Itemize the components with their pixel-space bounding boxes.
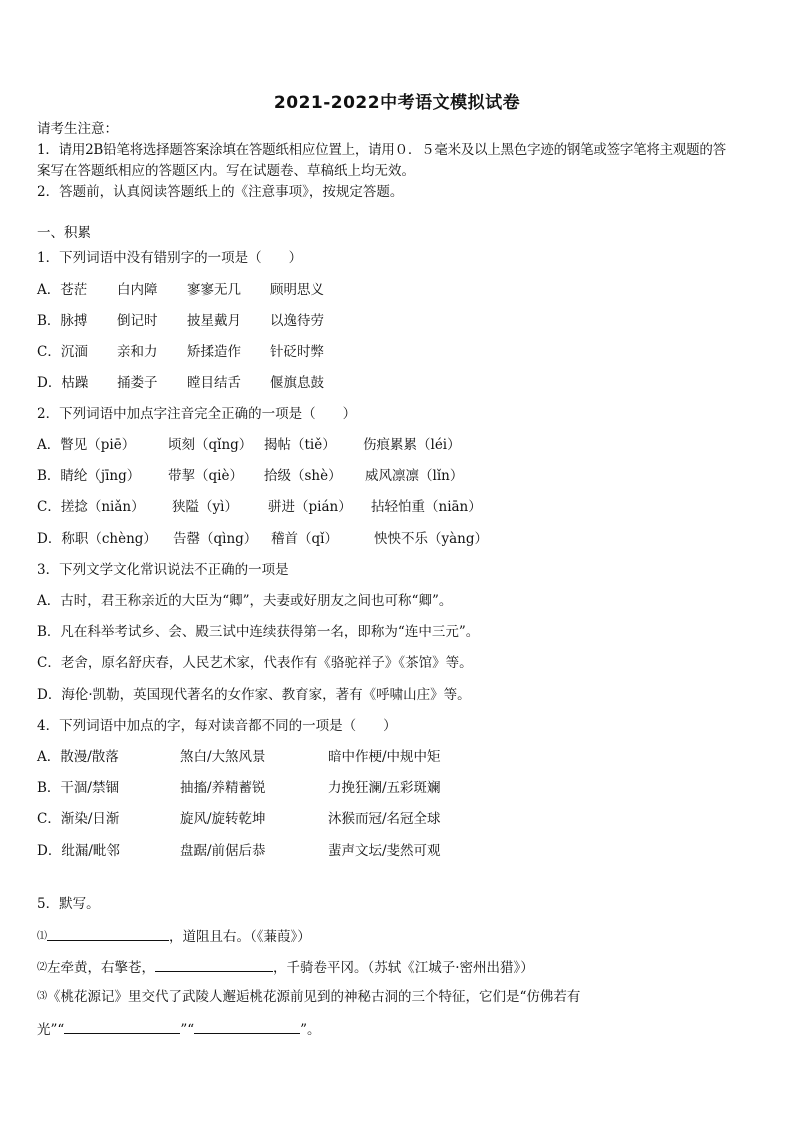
part-text: ”“ [180,1022,195,1038]
part-text: ，千骑卷平冈。（苏轼《江城子·密州出猎》） [273,960,534,976]
option-word: A．散漫/散落 [37,749,119,765]
notice-line-1b: 案写在答题纸相应的答题区内。写在试题卷、草稿纸上均无效。 [37,163,415,179]
notice-line-1a: 1．请用2B铅笔将选择题答案涂填在答题纸相应位置上，请用０．５毫米及以上黑色字迹的钢笔或签字笔将主观题的答 [37,142,726,158]
option-word: 倒记时 [117,313,158,329]
q3-option-b: B．凡在科举考试乡、会、殿三试中连续获得第一名，即称为“连中三元”。 [37,624,480,640]
option-word: 狭隘（yì） [172,499,238,515]
option-word: 暗中作梗/中规中矩 [328,749,441,765]
question-5-stem: 5．默写。 [37,896,100,912]
part-number: ⑵ [37,962,47,973]
option-word: 针砭时弊 [270,344,324,360]
q4-option-a [37,748,757,766]
option-word: A．苍茫 [37,282,88,298]
option-word: 寥寥无几 [187,282,241,298]
option-word: B．脉搏 [37,313,88,329]
question-4-stem: 4．下列词语中加点的字，每对读音都不同的一项是（ ） [37,718,397,734]
section-heading: 一、积累 [37,225,91,241]
answer-blank-4[interactable] [194,1019,300,1034]
part-text: 左牵黄，右擎苍， [47,960,155,976]
q1-option-c [37,343,757,361]
notice-line-2: 2．答题前，认真阅读答题纸上的《注意事项》，按规定答题。 [37,184,404,200]
option-word: 蜚声文坛/斐然可观 [328,843,441,859]
option-word: 怏怏不乐（yàng） [374,531,489,547]
q5-part-1 [37,926,311,946]
option-word: 揭帖（tiě） [264,437,336,453]
option-word: D．枯躁 [37,375,89,391]
notice-heading: 请考生注意： [37,121,118,137]
option-word: 捅娄子 [117,375,158,391]
q1-option-b [37,312,757,330]
option-word: 顷刻（qǐng） [168,437,253,453]
option-word: C．渐染/日渐 [37,811,120,827]
q2-option-a [37,436,757,454]
option-word: D．称职（chèng） [37,531,157,547]
option-word: 抽搐/养精蓄锐 [180,780,266,796]
q2-option-b [37,467,757,485]
option-word: D．纰漏/毗邻 [37,843,120,859]
answer-blank-1[interactable] [47,926,169,941]
option-word: 白内障 [117,282,158,298]
q2-option-c [37,498,757,516]
option-word: B．干涸/禁锢 [37,780,119,796]
q4-option-c [37,810,757,828]
option-word: 偃旗息鼓 [270,375,324,391]
option-word: 骈进（pián） [268,499,352,515]
q5-part-3-line-2 [37,1019,321,1039]
q2-option-d [37,530,757,548]
page-title: 2021-2022中考语文模拟试卷 [273,93,521,113]
option-word: 亲和力 [117,344,158,360]
part-number: ⑴ [37,931,47,942]
option-word: 稽首（qǐ） [271,531,338,547]
option-word: 顾明思义 [270,282,324,298]
option-word: C．沉湎 [37,344,88,360]
option-word: 沐猴而冠/名冠全球 [328,811,441,827]
answer-blank-2[interactable] [155,957,273,972]
part-text: ，道阻且右。（《蒹葭》） [169,929,311,945]
option-word: 盘踞/前倨后恭 [180,843,266,859]
answer-blank-3[interactable] [64,1019,180,1034]
q4-option-d [37,842,757,860]
option-word: B．睛纶（jīng） [37,468,141,484]
q5-part-2 [37,957,534,977]
option-word: 告罄（qìng） [173,531,258,547]
option-word: 带挈（qiè） [168,468,243,484]
option-word: 力挽狂澜/五彩斑斓 [328,780,441,796]
option-word: 拾级（shè） [264,468,342,484]
part-text: ”。 [300,1022,321,1038]
q3-option-d: D．海伦·凯勒，英国现代著名的女作家、教育家，著有《呼啸山庄》等。 [37,687,471,703]
question-1-stem: 1．下列词语中没有错别字的一项是（ ） [37,250,303,266]
part-number: ⑶ [37,991,47,1002]
question-2-stem: 2．下列词语中加点字注音完全正确的一项是（ ） [37,406,357,422]
q3-option-c: C．老舍，原名舒庆春，人民艺术家，代表作有《骆驼祥子》《茶馆》等。 [37,655,473,671]
q1-option-a [37,281,757,299]
option-word: A．瞥见（piē） [37,437,136,453]
option-word: 煞白/大煞风景 [180,749,266,765]
option-word: 以逸待劳 [270,313,324,329]
question-3-stem: 3．下列文学文化常识说法不正确的一项是 [37,562,289,578]
option-word: 矫揉造作 [187,344,241,360]
option-word: 旋风/旋转乾坤 [180,811,266,827]
option-word: 瞠目结舌 [187,375,241,391]
option-word: C．搓捻（niǎn） [37,499,145,515]
q1-option-d [37,374,757,392]
q5-part-3-line-1 [37,988,580,1006]
part-text: 光”“ [37,1022,65,1038]
option-word: 威风凛凛（lǐn） [365,468,464,484]
option-word: 披星戴月 [187,313,241,329]
q4-option-b [37,779,757,797]
part-text: 《桃花源记》里交代了武陵人邂逅桃花源前见到的神秘古洞的三个特征，它们是“仿佛若有 [47,989,581,1005]
option-word: 伤痕累累（léi） [363,437,461,453]
option-word: 拈轻怕重（niān） [371,499,482,515]
q3-option-a: A．古时，君王称亲近的大臣为“卿”，夫妻或好朋友之间也可称“卿”。 [37,593,453,609]
